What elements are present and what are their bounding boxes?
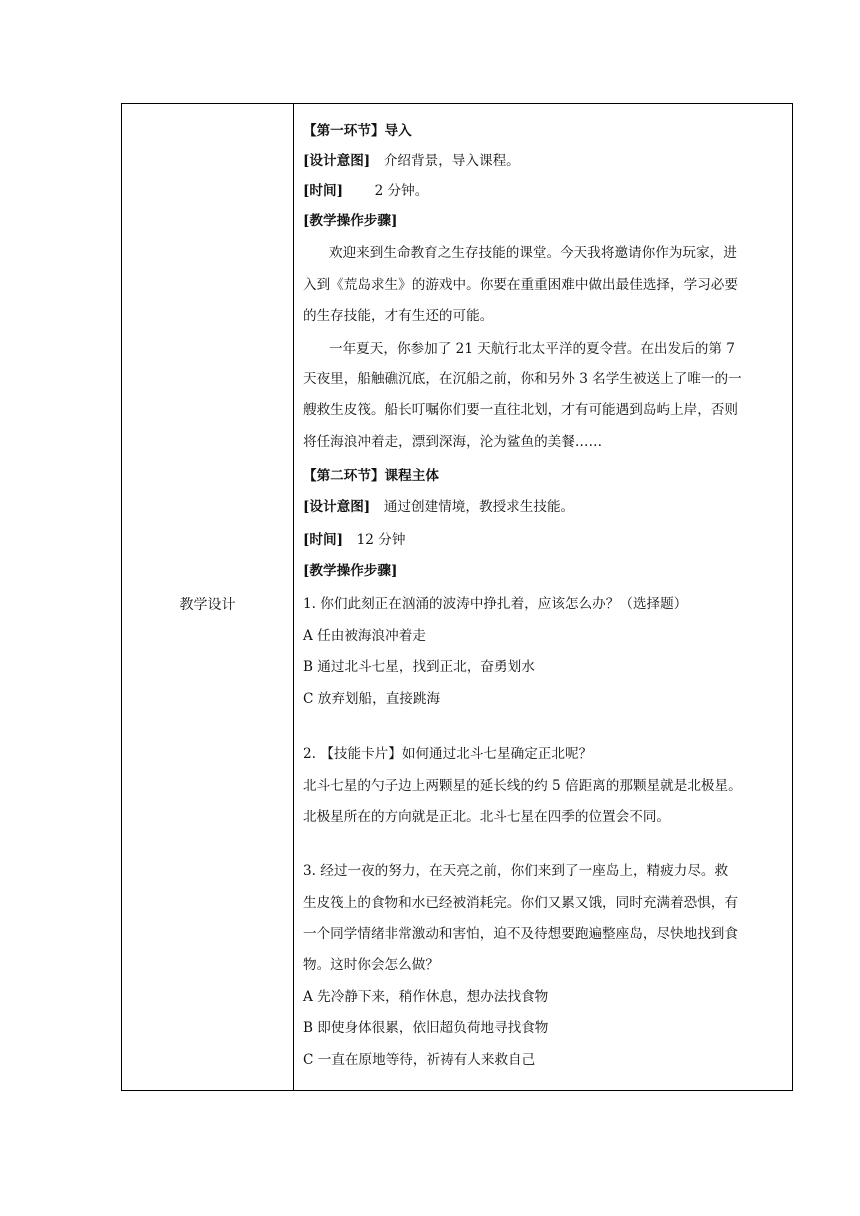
- line-text: 【第一环节】导入: [303, 123, 412, 139]
- line-text: 欢迎来到生命教育之生存技能的课堂。今天我将邀请你作为玩家，进: [329, 245, 737, 261]
- content-line: [303, 497, 574, 517]
- column-divider: [293, 104, 294, 1090]
- line-text: 北斗七星的勺子边上两颗星的延长线的约 5 倍距离的那颗星就是北极星。: [303, 778, 742, 794]
- line-text: 一个同学情绪非常激动和害怕，迫不及待想要跑遍整座岛，尽快地找到食: [303, 926, 738, 942]
- field-label: [时间]: [303, 532, 344, 548]
- line-text: [教学操作步骤]: [303, 563, 398, 579]
- line-text: 12 分钟: [343, 532, 406, 548]
- line-text: B 通过北斗七星，找到正北，奋勇划水: [303, 659, 535, 675]
- content-line: [329, 339, 735, 359]
- content-line: [303, 530, 405, 550]
- line-text: C 一直在原地等待，祈祷有人来救自己: [303, 1052, 536, 1068]
- line-text: 物。这时你会怎么做？: [303, 957, 439, 973]
- line-text: C 放弃划船，直接跳海: [303, 691, 441, 707]
- content-line: [303, 466, 439, 486]
- line-text: 天夜里，船触礁沉底，在沉船之前，你和另外 3 名学生被送上了唯一的一: [303, 371, 742, 387]
- content-line: [303, 689, 440, 709]
- content-line: [303, 432, 602, 452]
- content-line: [303, 306, 493, 326]
- content-line: [303, 987, 548, 1007]
- content-line: [303, 626, 426, 646]
- content-line: [303, 181, 428, 201]
- line-text: 3. 经过一夜的努力，在天亮之前，你们来到了一座岛上，精疲力尽。救: [303, 863, 729, 879]
- line-text: 一年夏天，你参加了 21 天航行北太平洋的夏令营。在出发后的第 7: [329, 341, 735, 357]
- line-text: B 即使身体很累，依旧超负荷地寻找食物: [303, 1020, 549, 1036]
- content-line: [303, 807, 670, 827]
- line-text: 2. 【技能卡片】如何通过北斗七星确定正北呢？: [303, 746, 593, 762]
- content-line: [303, 657, 535, 677]
- content-line: [303, 594, 687, 614]
- line-text: 介绍背景，导入课程。: [370, 153, 520, 169]
- line-text: 的生存技能，才有生还的可能。: [303, 308, 494, 324]
- content-line: [329, 243, 737, 263]
- line-text: 【第二环节】课程主体: [303, 468, 439, 484]
- content-line: [303, 861, 728, 881]
- content-line: [303, 400, 738, 420]
- line-text: 1. 你们此刻正在汹涌的波涛中挣扎着，应该怎么办？（选择题）: [303, 596, 688, 612]
- content-line: [303, 955, 439, 975]
- content-line: [303, 924, 738, 944]
- content-line: [303, 561, 397, 581]
- line-text: A 任由被海浪冲着走: [303, 628, 426, 644]
- content-line: [303, 121, 412, 141]
- content-line: [303, 776, 742, 796]
- lesson-table: [121, 103, 793, 1091]
- content-line: [303, 1050, 535, 1070]
- line-text: A 先冷静下来，稍作休息，想办法找食物: [303, 989, 549, 1005]
- content-line: [303, 1018, 548, 1038]
- field-label: [设计意图]: [303, 499, 371, 515]
- line-text: 艘救生皮筏。船长叮嘱你们要一直往北划，才有可能遇到岛屿上岸，否则: [303, 402, 738, 418]
- content-line: [303, 893, 738, 913]
- line-text: 入到《荒岛求生》的游戏中。你要在重重困难中做出最佳选择，学习必要: [303, 277, 738, 293]
- line-text: 2 分钟。: [343, 183, 429, 199]
- field-label: [设计意图]: [303, 153, 371, 169]
- row-label: 教学设计: [179, 597, 236, 613]
- line-text: 通过创建情境，教授求生技能。: [370, 499, 575, 515]
- content-line: [303, 369, 742, 389]
- content-line: [303, 744, 592, 764]
- line-text: [教学操作步骤]: [303, 213, 398, 229]
- content-line: [303, 211, 397, 231]
- line-text: 北极星所在的方向就是正北。北斗七星在四季的位置会不同。: [303, 809, 671, 825]
- line-text: 生皮筏上的食物和水已经被消耗完。你们又累又饿，同时充满着恐惧，有: [303, 895, 738, 911]
- content-line: [303, 275, 738, 295]
- field-label: [时间]: [303, 183, 344, 199]
- line-text: 将任海浪冲着走，漂到深海，沦为鲨鱼的美餐……: [303, 434, 603, 450]
- content-line: [303, 151, 520, 171]
